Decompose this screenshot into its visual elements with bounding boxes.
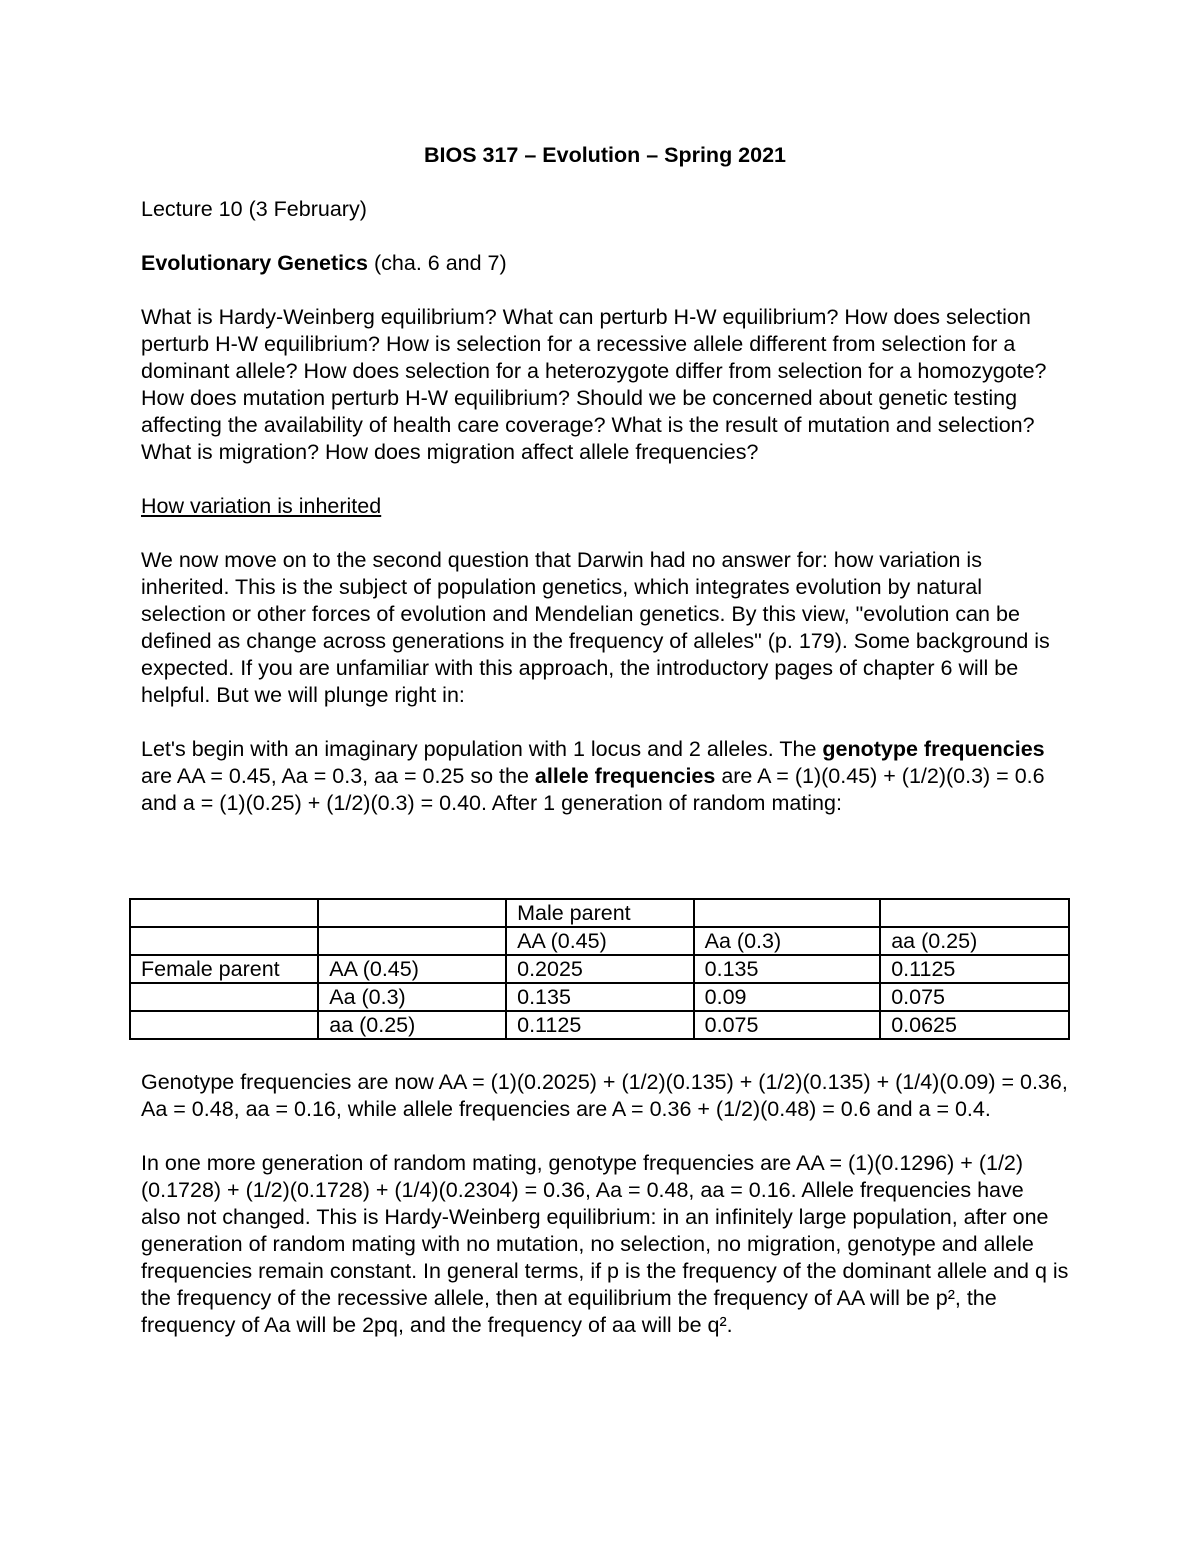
punnett-table <box>129 898 1070 1040</box>
table-cell: 0.1125 <box>506 1011 694 1039</box>
table-row <box>130 955 1069 983</box>
example-text-1: Let's begin with an imaginary population with 1 locus and 2 alleles. The <box>141 737 823 761</box>
table-cell: Female parent <box>130 955 318 983</box>
questions-paragraph: What is Hardy-Weinberg equilibrium? What can perturb H-W equilibrium? How does selection perturb H-W equilibrium? How is selection for a recessive allele different from selection for a dominant allele? How does selection for a heterozygote differ from selection for a homozygote? How does mutation perturb H-W equilibrium? Should we be concerned about genetic testing affecting the availability of health care coverage? What is the result of mutation and selection? What is migration? How does migration affect allele frequencies? <box>141 305 1047 464</box>
table-cell <box>694 899 881 927</box>
table-cell: AA (0.45) <box>506 927 694 955</box>
example-paragraph <box>141 736 1069 817</box>
table-cell: 0.1125 <box>880 955 1069 983</box>
example-bold-genotype: genotype frequencies <box>822 737 1045 761</box>
intro-paragraph: We now move on to the second question that Darwin had no answer for: how variation is inherited. This is the subject of population genetics, which integrates evolution by natural selection or other forces of evolution and Mendelian genetics. By this view, "evolution can be defined as change across generations in the frequency of alleles" (p. 179). Some background is expected. If you are unfamiliar with this approach, the introductory pages of chapter 6 will be helpful. But we will plunge right in: <box>141 548 1050 707</box>
table-cell: AA (0.45) <box>318 955 506 983</box>
table-cell: 0.135 <box>506 983 694 1011</box>
table-cell <box>318 927 506 955</box>
table-row <box>130 927 1069 955</box>
table-row <box>130 899 1069 927</box>
table-cell: 0.09 <box>694 983 881 1011</box>
results-section <box>141 1069 1069 1366</box>
table-cell <box>130 983 318 1011</box>
page-title: BIOS 317 – Evolution – Spring 2021 <box>423 143 787 167</box>
topic-rest: (cha. 6 and 7) <box>368 251 507 275</box>
section-heading: How variation is inherited <box>141 494 382 518</box>
table-cell <box>318 899 506 927</box>
example-text-3: are A = (1)(0.45) + (1/2)(0.3) = 0.6 and a = (1)(0.25) + (1/2)(0.3) = 0.40. After 1 generation of random mating: <box>141 764 1045 815</box>
after-generation-2: In one more generation of random mating, genotype frequencies are AA = (1)(0.1296) + (1/2)(0.1728) + (1/2)(0.1728) + (1/4)(0.2304) = 0.36, Aa = 0.48, aa = 0.16. Allele frequencies have also not changed. This is Hardy-Weinberg equilibrium: in an infinitely large population, after one generation of random mating with no mutation, no selection, no migration, genotype and allele frequencies remain constant. In general terms, if p is the frequency of the dominant allele and q is the frequency of the recessive allele, then at equilibrium the frequency of AA will be p², the frequency of Aa will be 2pq, and the frequency of aa will be q². <box>141 1151 1069 1337</box>
table-cell: aa (0.25) <box>880 927 1069 955</box>
lecture-line: Lecture 10 (3 February) <box>141 197 367 221</box>
table-cell <box>880 899 1069 927</box>
topic-bold: Evolutionary Genetics <box>141 251 369 275</box>
table-cell: 0.135 <box>694 955 881 983</box>
example-text-2: are AA = 0.45, Aa = 0.3, aa = 0.25 so the <box>141 764 535 788</box>
example-bold-allele: allele frequencies <box>534 764 716 788</box>
table-cell: 0.075 <box>694 1011 881 1039</box>
table-cell: aa (0.25) <box>318 1011 506 1039</box>
document-body <box>141 142 1069 844</box>
table-cell: Male parent <box>506 899 694 927</box>
table-row <box>130 1011 1069 1039</box>
table-cell: 0.075 <box>880 983 1069 1011</box>
table-row <box>130 983 1069 1011</box>
table-cell: Aa (0.3) <box>694 927 881 955</box>
topic-line <box>141 250 1069 277</box>
table-cell <box>130 899 318 927</box>
table-cell <box>130 1011 318 1039</box>
table-cell: Aa (0.3) <box>318 983 506 1011</box>
after-generation-1: Genotype frequencies are now AA = (1)(0.2025) + (1/2)(0.135) + (1/2)(0.135) + (1/4)(0.09) = 0.36, Aa = 0.48, aa = 0.16, while allele frequencies are A = 0.36 + (1/2)(0.48) = 0.6 and a = 0.4. <box>141 1070 1068 1121</box>
table-cell: 0.0625 <box>880 1011 1069 1039</box>
table-cell <box>130 927 318 955</box>
table-cell: 0.2025 <box>506 955 694 983</box>
